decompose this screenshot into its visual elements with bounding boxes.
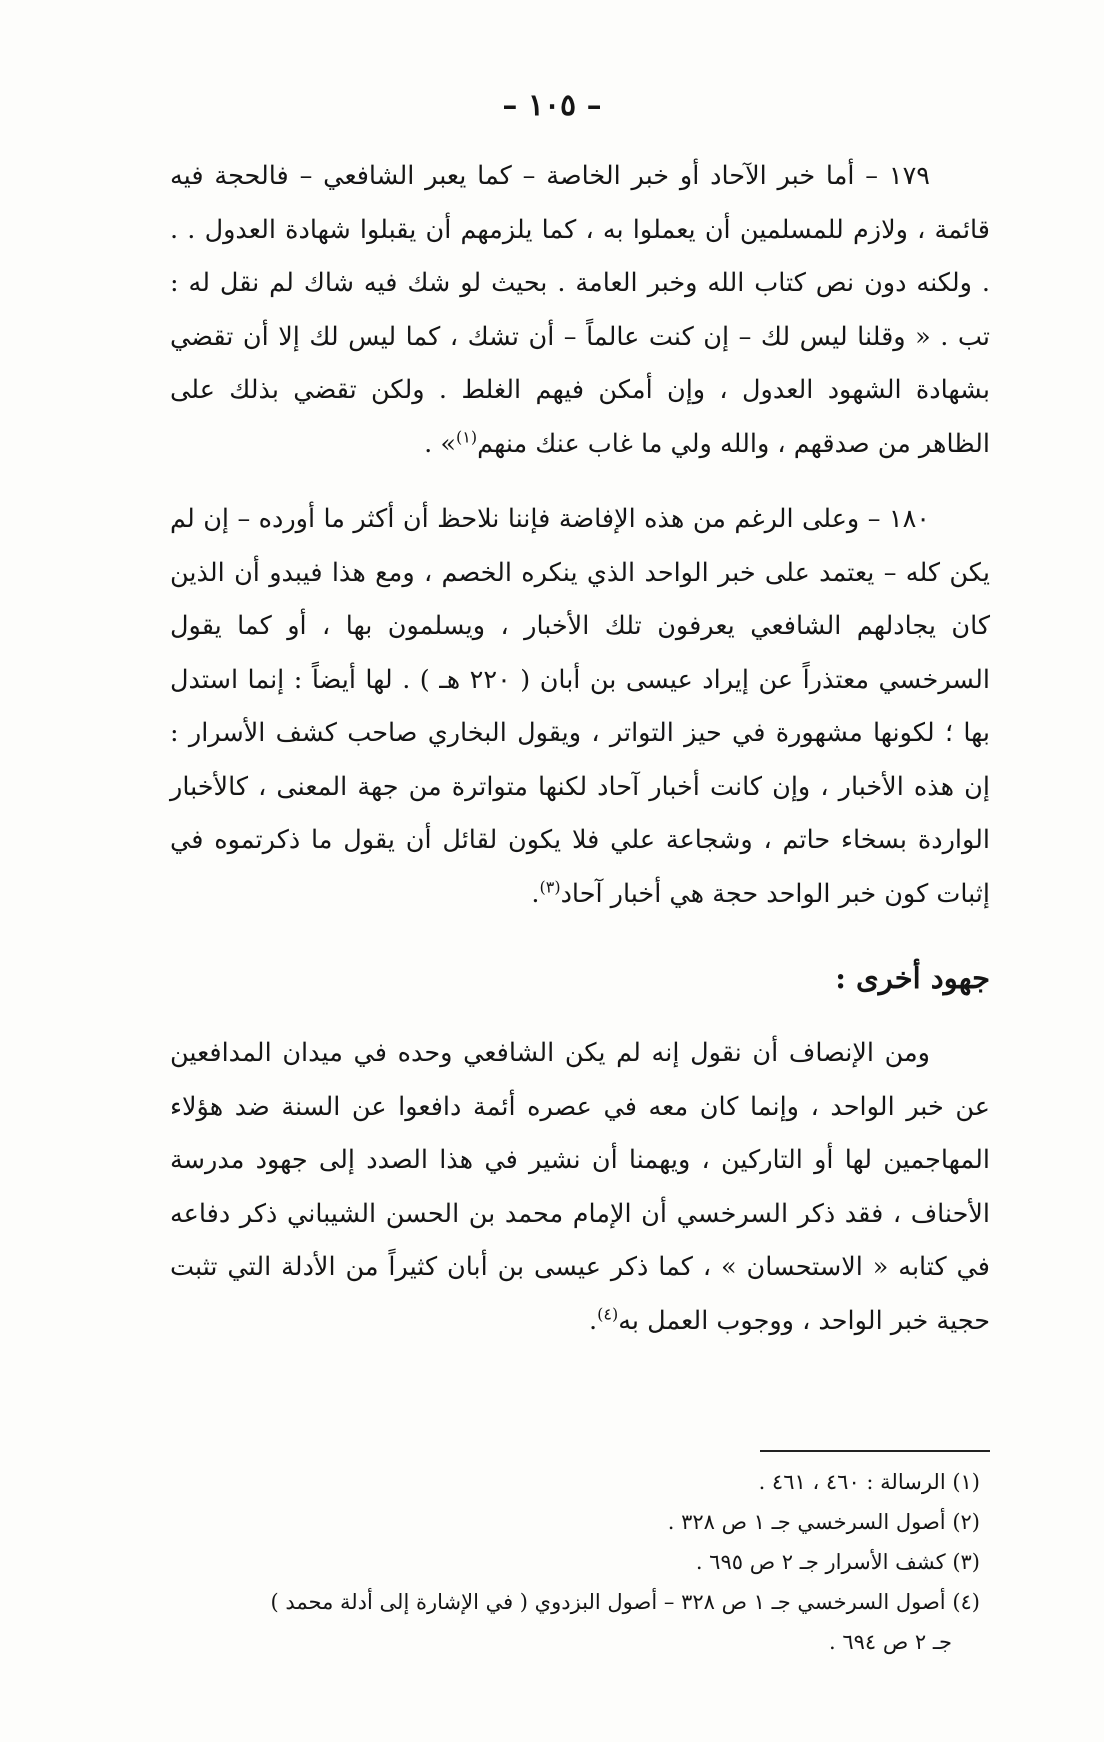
- section-heading: جهود أخرى :: [835, 961, 990, 995]
- paragraph-180-text: ١٨٠ – وعلى الرغم من هذه الإفاضة فإننا نلاحظ أن أكثر ما أورده – إن لم يكن كله – يعتمد على خبر الواحد الذي ينكره الخصم ، ومع هذا فيبدو أن الذين كان يجادلهم الشافعي يعرفون تلك الأخبار ، ويسلمون بها ، أو كما يقول السرخسي معتذراً عن إيراد عيسى بن أبان ( ٢٢٠ هـ ) . لها أيضاً : إنما استدل بها ؛ لكونها مشهورة في حيز التواتر ، ويقول البخاري صاحب كشف الأسرار : إن هذه الأخبار ، وإن كانت أخبار آحاد لكنها متواترة من جهة المعنى ، كالأخبار الواردة بسخاء حاتم ، وشجاعة علي فلا يكون لقائل أن يقول ما ذكرتموه في إثبات كون خبر الواحد حجة هي أخبار آحاد: [170, 504, 990, 909]
- footnote-3: (٣) كشف الأسرار جـ ٢ ص ٦٩٥ .: [695, 1550, 980, 1574]
- footnote-ref-4: (٤): [597, 1304, 619, 1323]
- footnote-ref-1: (١): [456, 427, 478, 446]
- paragraph-179-end: » .: [424, 428, 456, 459]
- footnote-4-continuation: جـ ٢ ص ٦٩٤ .: [828, 1630, 952, 1654]
- paragraph-180: ١٨٠ – وعلى الرغم من هذه الإفاضة فإننا نلاحظ أن أكثر ما أورده – إن لم يكن كله – يعتمد على خبر الواحد الذي ينكره الخصم ، ومع هذا فيبدو أن الذين كان يجادلهم الشافعي يعرفون تلك الأخبار ، ويسلمون بها ، أو كما يقول السرخسي معتذراً عن إيراد عيسى بن أبان ( ٢٢٠ هـ ) . لها أيضاً : إنما استدل بها ؛ لكونها مشهورة في حيز التواتر ، ويقول البخاري صاحب كشف الأسرار : إن هذه الأخبار ، وإن كانت أخبار آحاد لكنها متواترة من جهة المعنى ، كالأخبار الواردة بسخاء حاتم ، وشجاعة علي فلا يكون لقائل أن يقول ما ذكرتموه في إثبات كون خبر الواحد حجة هي أخبار آحاد$^{(٣)}$.: [170, 504, 990, 909]
- paragraph-efforts: ومن الإنصاف أن نقول إنه لم يكن الشافعي وحده في ميدان المدافعين عن خبر الواحد ، وإنما كان معه في عصره أئمة دافعوا عن السنة ضد هؤلاء المهاجمين لها أو التاركين ، ويهمنا أن نشير في هذا الصدد إلى جهود مدرسة الأحناف ، فقد ذكر السرخسي أن الإمام محمد بن الحسن الشيباني ذكر دفاعه في كتابه « الاستحسان » ، كما ذكر عيسى بن أبان كثيراً من الأدلة التي تثبت حجية خبر الواحد ، ووجوب العمل به$^{(٤)}$.: [170, 1038, 990, 1336]
- footnote-4: (٤) أصول السرخسي جـ ١ ص ٣٢٨ – أصول البزدوي ( في الإشارة إلى أدلة محمد ): [270, 1590, 980, 1614]
- paragraph-efforts-text: ومن الإنصاف أن نقول إنه لم يكن الشافعي وحده في ميدان المدافعين عن خبر الواحد ، وإنما كان معه في عصره أئمة دافعوا عن السنة ضد هؤلاء المهاجمين لها أو التاركين ، ويهمنا أن نشير في هذا الصدد إلى جهود مدرسة الأحناف ، فقد ذكر السرخسي أن الإمام محمد بن الحسن الشيباني ذكر دفاعه في كتابه « الاستحسان » ، كما ذكر عيسى بن أبان كثيراً من الأدلة التي تثبت حجية خبر الواحد ، ووجوب العمل به: [170, 1038, 990, 1336]
- footnote-2: (٢) أصول السرخسي جـ ١ ص ٣٢٨ .: [667, 1510, 980, 1534]
- footnote-divider: [760, 1450, 990, 1452]
- footnote-ref-3: (٣): [539, 877, 561, 896]
- body-text: [170, 150, 990, 1348]
- footnotes: [150, 1462, 980, 1662]
- paragraph-179-text: ١٧٩ – أما خبر الآحاد أو خبر الخاصة – كما يعبر الشافعي – فالحجة فيه قائمة ، ولازم للمسلمين أن يعملوا به ، كما يلزمهم أن يقبلوا شهادة العدول . . . ولكنه دون نص كتاب الله وخبر العامة . بحيث لو شك فيه شاك لم نقل له : تب . « وقلنا ليس لك – إن كنت عالماً – أن تشك ، كما ليس لك إلا أن تقضي بشهادة الشهود العدول ، وإن أمكن فيهم الغلط . ولكن تقضي بذلك على الظاهر من صدقهم ، والله ولي ما غاب عنك منهم: [170, 161, 990, 459]
- paragraph-179: [170, 150, 990, 471]
- footnote-1: (١) الرسالة : ٤٦٠ ، ٤٦١ .: [758, 1470, 980, 1494]
- page-number: – ١٠٥ –: [502, 88, 602, 123]
